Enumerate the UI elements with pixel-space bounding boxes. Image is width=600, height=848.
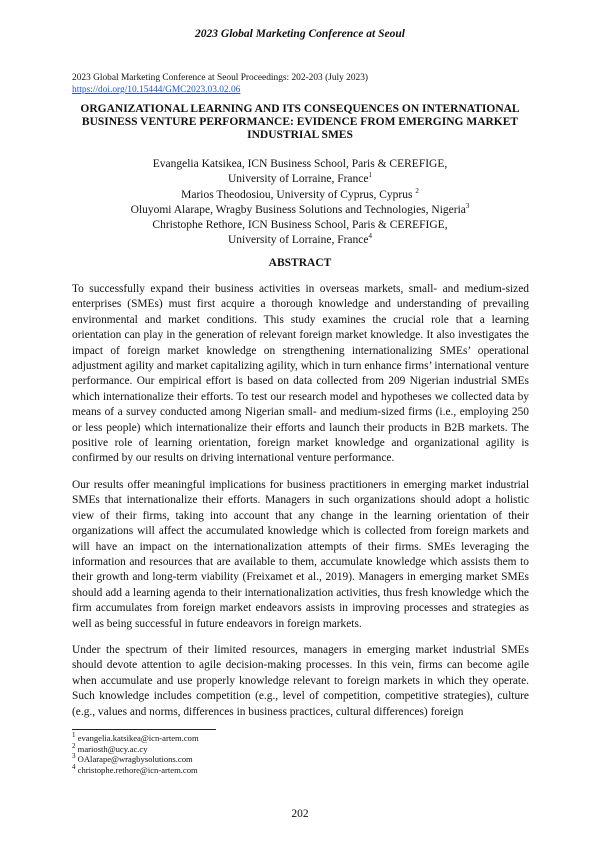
author-line: Christophe Rethore, ICN Business School, Paris & CEREFIGE, [152, 219, 448, 232]
footnote: $^3$ OAlarape@wragbysolutions.com [72, 752, 193, 765]
author-line: University of Lorraine, France$^1$ [227, 171, 372, 186]
footnotes [72, 733, 199, 775]
page-number: 202 [291, 808, 309, 820]
abstract-paragraph-1: To successfully expand their business activities in overseas markets, small- and medium-sized enterprises (SMEs) must first acquire a thorough knowledge and understanding of prevailing environmental and market conditions. This study examines the crucial role that a learning orientation can play in the generation of relevant foreign market knowledge. It also investigates the impact of foreign market knowledge on strengthening internationalizing SMEs’ operational adjustment agility and market capitalizing agility, which in turn enhance firms’ international venture performance. Our empirical effort is based on data collected from 209 Nigerian industrial SMEs which internationalize their efforts. To test our research model and hypotheses we collected data by means of a survey conducted among Nigerian small- and medium-sized firms (i.e., employing 250 or less people) which internationalize their efforts and launch their products in B2B markets. The positive role of learning orientation, foreign market knowledge and organizational agility is confirmed by our results on driving international venture performance. [72, 283, 529, 465]
footnote-divider [72, 729, 216, 730]
abstract-paragraph-3: Under the spectrum of their limited resources, managers in emerging market industrial SMEs should devote attention to agile decision-making processes. In this vein, firms can become agile when accumulate and use properly knowledge relevant to foreign markets in which they operate. Such knowledge includes competition (e.g., level of competition, competitive strategies), culture (e.g., values and norms, differences in business practices, cultural differences) foreign [72, 644, 529, 718]
proceedings-citation: 2023 Global Marketing Conference at Seoul Proceedings: 202-203 (July 2023) [72, 73, 369, 83]
abstract-paragraph-2: Our results offer meaningful implications for business practitioners in emerging market industrial SMEs that internationalize their efforts. Managers in such organizations should adopt a holistic view of their firms, taking into account that any change in the learning orientation of their organizations will affect the accumulated knowledge which is collected from foreign markets and will have an impact on the internationalization attempts of their firms. SMEs leveraging the information and resources that are available to them, accumulate knowledge which assists them to their growth and long-term viability (Freixamet et al., 2019). Managers in emerging market SMEs should add a learning agenda to their internationalization activities, thus fresh knowledge which the firm accumulates from foreign market endeavors assists in improving processes and strategies as well as being successful in future endeavors in foreign markets. [72, 479, 529, 630]
running-header: 2023 Global Marketing Conference at Seoul [195, 28, 405, 40]
footnote: $^1$ evangelia.katsikea@icn-artem.com [72, 731, 199, 743]
doi-link[interactable]: https://doi.org/10.15444/GMC2023.03.02.06 [72, 85, 241, 95]
author-block [72, 157, 528, 249]
abstract-heading: ABSTRACT [268, 257, 332, 269]
author-line: Oluyomi Alarape, Wragby Business Solutions and Technologies, Nigeria$^3$ [130, 202, 470, 216]
author-line: Evangelia Katsikea, ICN Business School, Paris & CEREFIGE, [152, 158, 448, 170]
footnote: $^4$ christophe.rethore@icn-artem.com [72, 762, 198, 775]
paper-title: ORGANIZATIONAL LEARNING AND ITS CONSEQUENCES ON INTERNATIONAL BUSINESS VENTURE PERFORMANCE: EVIDENCE FROM EMERGING MARKET INDUSTRIAL SMES [80, 103, 520, 142]
footnote: $^2$ mariosth@ucy.ac.cy [72, 741, 148, 754]
author-line: Marios Theodosiou, University of Cyprus, Cyprus $^2$ [181, 186, 419, 201]
author-line: University of Lorraine, France$^4$ [227, 232, 372, 247]
